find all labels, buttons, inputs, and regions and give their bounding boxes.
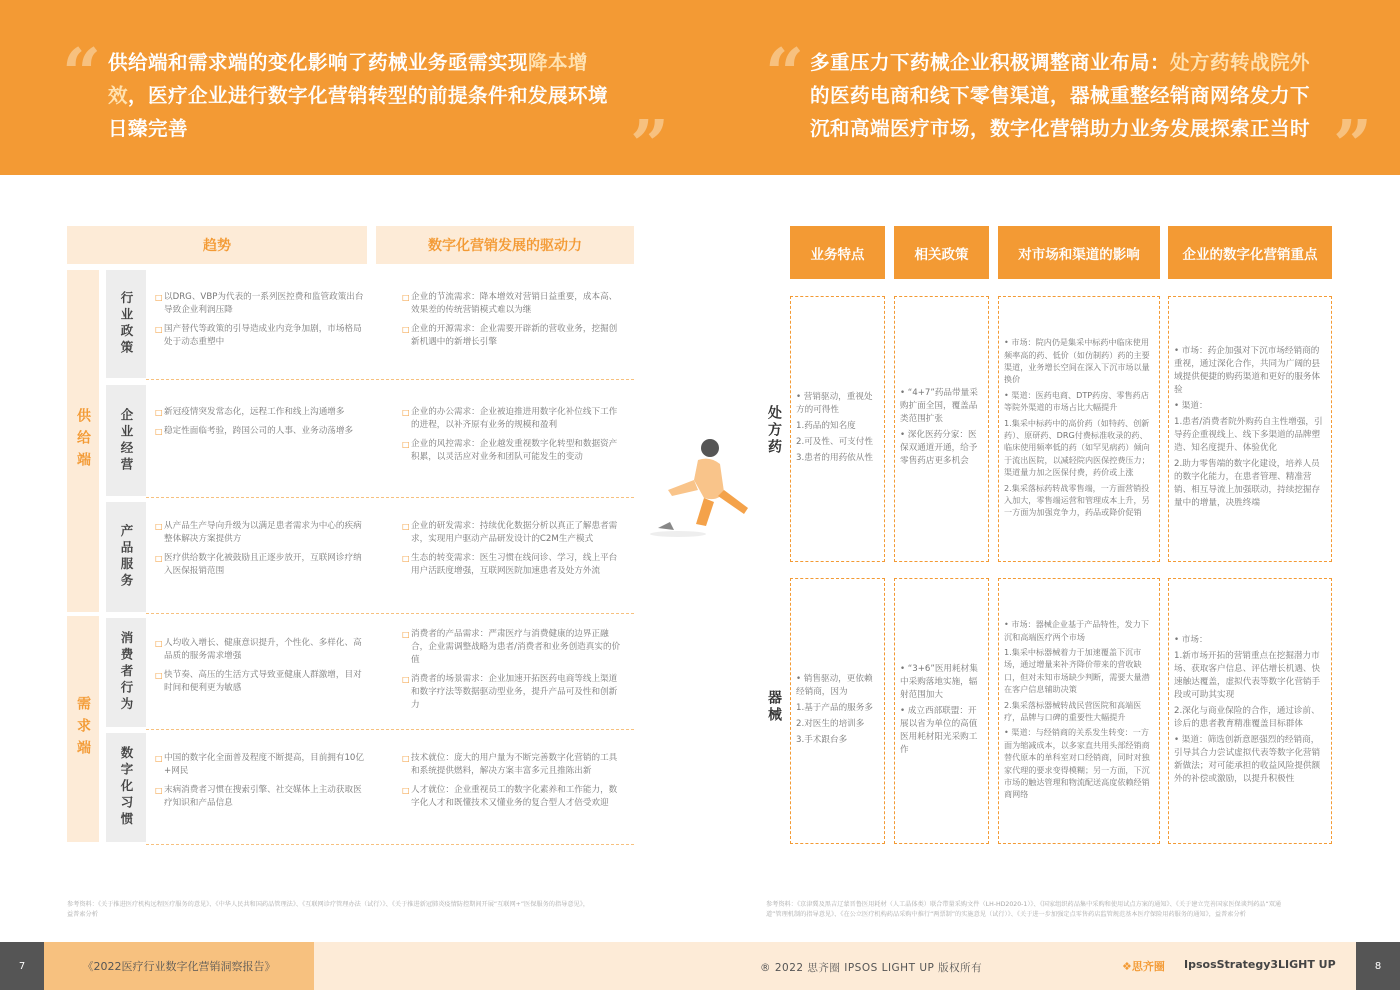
- cell-line: 1.基于产品的服务多: [796, 702, 873, 713]
- logo-text: 思齐圈: [1131, 960, 1165, 973]
- trend-cell-operation: [155, 406, 370, 444]
- cell-line: 1.新市场开拓的营销重点在挖掘潜力市场、获取客户信息、评估增长机遇、快速触达覆盖，虚拟代表等数字化营销手段或可助其实现: [1174, 650, 1321, 700]
- cell-line: 3.手术跟台多: [796, 734, 848, 745]
- cell-line: 1.集采中标药中的高价药（如特药、创新药）、原研药、DRG付费标准收录的药、临床使用频率低的药（如罕见病药）倾向于流出医院，以减轻院内医保控费压力；渠道量力加之医保付费，药价或上涨: [1004, 417, 1150, 478]
- report-title: 《2022医疗行业数字化营销洞察报告》: [44, 942, 314, 990]
- right-quote: [810, 46, 1340, 145]
- cell-line: 2.助力零售端的数字化建设，培养人员的数字化能力，在患者管理、精准营销、相互导流上加强联动，持续挖掘存量中的增量，决胜终端: [1174, 459, 1321, 508]
- cell-line: 2.对医生的培训多: [796, 718, 865, 729]
- trend-item: □ 稳定性面临考验，跨国公司的人事、业务动荡增多: [155, 425, 370, 438]
- row-label-rx: 处方药: [766, 405, 782, 456]
- left-quote-line3: 日臻完善: [108, 117, 189, 140]
- row-divider: [146, 613, 634, 614]
- left-quote-highlight: 降本增: [528, 51, 589, 74]
- device-impact-cell: [998, 578, 1160, 844]
- references-left: [67, 900, 667, 920]
- header-focus: 企业的数字化营销重点: [1168, 226, 1332, 279]
- driver-cell-policy: [402, 291, 624, 355]
- cell-line: • 销售驱动，更依赖经销商，因为: [796, 673, 873, 697]
- cell-line: 2.可及性、可支付性: [796, 436, 873, 447]
- driver-item: □ 企业的办公需求：企业被迫推进用数字化补位线下工作的进程，以补齐原有业务的规模和盈利: [402, 406, 624, 432]
- left-quote: [108, 46, 633, 145]
- cell-line: 2.深化与商业保险的合作，通过诊前、诊后的患者教育精准覆盖目标群体: [1174, 705, 1320, 729]
- cell-line: 1.药品的知名度: [796, 420, 856, 431]
- close-quote-icon: ”: [630, 106, 670, 186]
- driver-item: □ 生态的转变需求：医生习惯在线问诊、学习，线上平台用户活跃度增强，互联网医院加速患者及处方外流: [402, 552, 624, 578]
- close-quote-icon-2: ”: [1333, 106, 1373, 186]
- left-quote-line2: ，医疗企业进行数字化营销转型的前提条件和发展环境: [128, 84, 609, 107]
- page-number-right: 8: [1356, 942, 1400, 990]
- siqiquan-logo: [1122, 958, 1165, 974]
- trend-item: □ 以DRG、VBP为代表的一系列医控费和监管政策出台导致企业利润压降: [155, 291, 370, 317]
- right-quote-line1: 多重压力下药械企业积极调整商业布局：: [810, 51, 1171, 74]
- driver-cell-operation: [402, 406, 624, 470]
- copyright: ® 2022 思齐圈 IPSOS LIGHT UP 版权所有: [760, 962, 983, 974]
- cell-line: 2.集采落标器械转战民营医院和高端医疗，品牌与口碑的重要性大幅提升: [1004, 699, 1142, 722]
- row-label-product: 产品服务: [106, 502, 146, 612]
- trend-item: □ 快节奏、高压的生活方式导致亚健康人群激增，目对时间和便利更为敏感: [155, 669, 370, 695]
- cell-line: 1.集采中标器械着力于加速覆盖下沉市场，通过增量来补齐降价带来的营收缺口，但对未知市场缺少判断，需要大量潜在客户信息辅助决策: [1004, 646, 1150, 695]
- logo-mark-icon: ❖: [1122, 960, 1132, 973]
- ref-line: 参考资料：《京津冀及黑吉辽蒙晋鲁医用耗材（人工晶体类）联合带量采购文件（LH-HD2020-1）》、《国家组织药品集中采购和使用试点方案的通知》、《关于建立完善国家医保谈判药品“双通: [766, 901, 1282, 908]
- trend-item: □ 人均收入增长、健康意识提升，个性化、多样化、高品质的服务需求增强: [155, 637, 370, 663]
- cell-line: 3.患者的用药依从性: [796, 452, 873, 463]
- row-divider: [146, 844, 634, 845]
- driver-item: □ 人才就位：企业重视员工的数字化素养和工作能力，数字化人才和既懂技术又懂业务的复合型人才倍受欢迎: [402, 784, 624, 810]
- cell-line: • 渠道：医药电商、DTP药房、零售药店等院外渠道的市场占比大幅提升: [1004, 389, 1149, 413]
- cell-line: 1.患者/消费者院外购药自主性增强，引导药企重视线上、线下多渠道的品牌塑造、知名度提升、体验优化: [1174, 417, 1323, 453]
- row-divider: [146, 729, 634, 730]
- trend-cell-consumer: [155, 637, 370, 701]
- row-divider: [146, 497, 634, 498]
- cell-line: • 市场：院内仍是集采中标药中临床使用频率高的药、低价（如仿制药）药的主要渠道，业务增长空间在深入下沉市场以量换价: [1004, 337, 1150, 385]
- row-divider: [146, 379, 634, 380]
- driver-item: □ 技术就位：庞大的用户量为不断完善数字化营销的工具和系统提供燃料，解决方案丰富多元且推陈出新: [402, 752, 624, 778]
- open-quote-icon: “: [62, 34, 102, 114]
- cell-line: • 渠道：筛选创新意愿强烈的经销商，引导其合力尝试虚拟代表等数字化营销新做法；对可能承担的收益风险提供额外的补偿或激励，以提升积极性: [1174, 734, 1321, 784]
- ref-line: 道”管理机制的指导意见》、《在公立医疗机构药品采购中推行“两票制”的实施意见（试行）》、《关于进一步加强定点零售药店监管规范基本医疗保险用药服务的通知》，益普索分析: [766, 911, 1246, 918]
- ipsos-logo: IpsosStrategy3: [1184, 958, 1279, 971]
- left-quote-text: 供给端和需求端的变化影响了药械业务亟需实现: [108, 51, 529, 74]
- right-quote-line2: 的医药电商和线下零售渠道，器械重整经销商网络发力下: [810, 84, 1311, 107]
- rx-focus-cell: [1168, 296, 1332, 562]
- running-person-illustration: [648, 432, 768, 552]
- cell-line: • 市场：器械企业基于产品特性，发力下沉和高端医疗两个市场: [1004, 619, 1149, 642]
- cell-line: • 渠道：与经销商的关系发生转变：一方面为缩减成本，以多家直共用头部经销商替代原本的单科室对口经销商，同时对独家代理的要求变得模糊；另一方面，下沉市场的触达管理和物流配送高度依赖经销商网络: [1004, 727, 1150, 800]
- trend-cell-product: [155, 520, 370, 584]
- header-driver: 数字化营销发展的驱动力: [376, 226, 634, 264]
- header-trend: 趋势: [67, 226, 367, 264]
- cell-line: • 渠道：: [1174, 401, 1208, 411]
- ref-line: 参考资料：《关于推进医疗机构远程医疗服务的意见》、《中华人民共和国药品管理法》、《互联网诊疗管理办法（试行）》、《关于推进新冠肺炎疫情防控期间开展“互联网+”医保服务的指导意见》，: [67, 901, 590, 908]
- rx-features-cell: [790, 296, 885, 562]
- driver-cell-product: [402, 520, 624, 584]
- group-demand: 需求端: [67, 616, 99, 842]
- cell-line: • 营销驱动，重视处方的可得性: [796, 391, 873, 415]
- open-quote-icon-2: “: [765, 34, 805, 114]
- trend-item: □ 新冠疫情突发常态化，远程工作和线上沟通增多: [155, 406, 370, 419]
- ref-line: 益普索分析: [67, 911, 98, 918]
- lightup-logo: LIGHT UP: [1278, 958, 1336, 971]
- header-features: 业务特点: [790, 226, 885, 279]
- trend-item: □ 中国的数字化全面普及程度不断提高，目前拥有10亿+网民: [155, 752, 370, 778]
- cell-line: • 市场：: [1174, 634, 1208, 645]
- device-focus-cell: [1168, 578, 1332, 844]
- rx-policy-cell: [894, 296, 989, 562]
- driver-item: □ 消费者的产品需求：严肃医疗与消费健康的边界正融合，企业需调整战略为患者/消费者和业务创造真实的价值: [402, 628, 624, 667]
- driver-item: □ 企业的研发需求：持续优化数据分析以真正了解患者需求，实现用户驱动产品研发设计的C2M生产模式: [402, 520, 624, 546]
- cell-line: • 成立西部联盟：开展以省为单位的高值医用耗材阳光采购工作: [900, 705, 978, 755]
- header-policy: 相关政策: [894, 226, 989, 279]
- driver-item: □ 企业的风控需求：企业越发重视数字化转型和数据资产积累，以灵活应对业务和团队可能发生的变动: [402, 438, 624, 464]
- trend-item: □ 医疗供给数字化被鼓励且正逐步放开，互联网诊疗纳入医保报销范围: [155, 552, 370, 578]
- cell-line: • 深化医药分家：医保双通道开通，给予零售药店更多机会: [900, 430, 978, 466]
- trend-item: □ 国产替代等政策的引导造成业内竞争加剧，市场格局处于动态重塑中: [155, 323, 370, 349]
- right-quote-line3: 沉和高端医疗市场，数字化营销助力业务发展探索正当时: [810, 117, 1311, 140]
- page-number-left: 7: [0, 942, 44, 990]
- cell-line: • 市场：药企加强对下沉市场经销商的重视，通过深化合作，共同为广阔的县域提供便捷的购药渠道和更好的服务体验: [1174, 346, 1321, 395]
- trend-cell-policy: [155, 291, 370, 355]
- left-quote-highlight-2: 效: [108, 84, 129, 107]
- row-label-device: 器械: [766, 690, 782, 724]
- cell-line: 2.集采落标药转战零售端，一方面营销投入加大，零售端运营和管理成本上升，另一方面为加强竞争力，药品或降价促销: [1004, 482, 1150, 518]
- driver-cell-consumer: [402, 628, 624, 718]
- rx-impact-cell: [998, 296, 1160, 562]
- header-impact: 对市场和渠道的影响: [998, 226, 1160, 279]
- trend-cell-digital: [155, 752, 370, 816]
- driver-item: □ 企业的节流需求：降本增效对营销日益重要，成本高、效果差的传统营销模式难以为继: [402, 291, 624, 317]
- row-label-operation: 企业经营: [106, 385, 146, 496]
- group-supply: 供给端: [67, 270, 99, 612]
- row-label-policy: 行业政策: [106, 270, 146, 378]
- driver-item: □ 企业的开源需求：企业需要开辟新的营收业务，挖掘创新机遇中的新增长引擎: [402, 323, 624, 349]
- row-label-digital: 数字化习惯: [106, 733, 146, 842]
- cell-line: • “4+7”药品带量采购扩面全国，覆盖品类范围扩张: [900, 388, 978, 424]
- right-quote-highlight: 处方药转战院外: [1170, 51, 1311, 74]
- trend-item: □ 末病消费者习惯在搜索引擎、社交媒体上主动获取医疗知识和产品信息: [155, 784, 370, 810]
- cell-line: • “3+6”医用耗材集中采购落地实施，辐射范围加大: [900, 663, 978, 700]
- trend-item: □ 从产品生产导向升级为以满足患者需求为中心的疾病整体解决方案提供方: [155, 520, 370, 546]
- device-policy-cell: [894, 578, 989, 844]
- row-label-consumer: 消费者行为: [106, 618, 146, 727]
- driver-item: □ 消费者的场景需求：企业加速开拓医药电商等线上渠道和数字疗法等数据驱动型业务，提升产品可及性和创新力: [402, 673, 624, 712]
- references-right: [766, 900, 1336, 920]
- device-features-cell: [790, 578, 885, 844]
- driver-cell-digital: [402, 752, 624, 816]
